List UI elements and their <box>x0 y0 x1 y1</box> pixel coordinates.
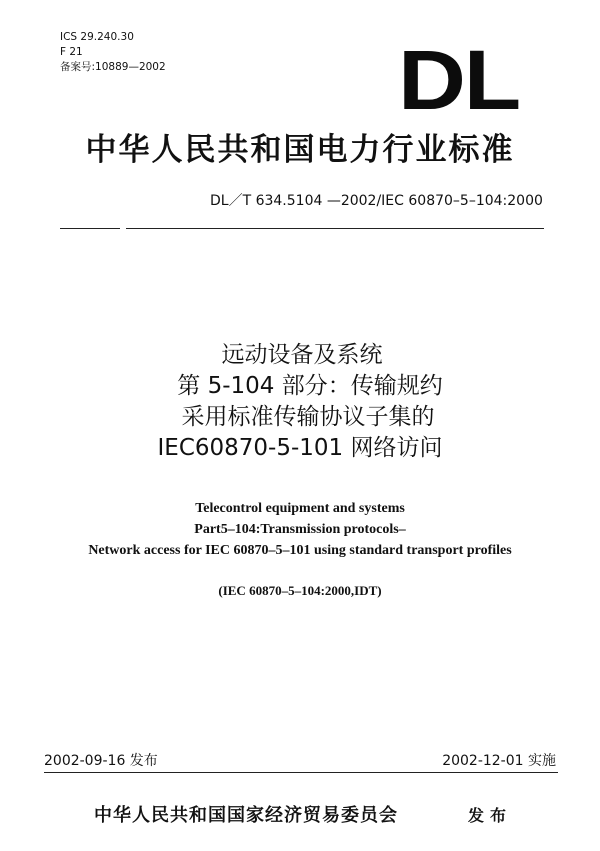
effective-date: 2002-12-01 实施 <box>442 753 556 769</box>
issue-date: 2002-09-16 发布 <box>44 753 158 769</box>
chinese-title-line-2: 第 5-104 部分：传输规约 <box>177 373 443 399</box>
chinese-title-line-3: 采用标准传输协议子集的 <box>181 404 435 430</box>
dl-logo: DL <box>398 33 519 127</box>
category-code: F 21 <box>60 46 83 58</box>
english-title-line-2: Part5–104:Transmission protocols– <box>194 522 406 537</box>
issuer-name: 中华人民共和国国家经济贸易委员会 <box>94 805 398 826</box>
ics-code: ICS 29.240.30 <box>60 31 134 43</box>
issuer-action: 发布 <box>468 806 513 825</box>
chinese-title-line-1: 远动设备及系统 <box>221 342 383 368</box>
header-divider-gap <box>120 226 126 231</box>
footer-divider <box>44 772 558 773</box>
organization-title: 中华人民共和国电力行业标准 <box>85 132 515 168</box>
english-title <box>0 498 600 561</box>
standard-number: DL／T 634.5104 —2002/IEC 60870–5–104:2000 <box>210 193 543 209</box>
filing-number: 备案号:10889—2002 <box>60 61 166 73</box>
equivalence-note: (IEC 60870–5–104:2000,IDT) <box>218 583 382 598</box>
english-title-line-1: Telecontrol equipment and systems <box>195 501 405 516</box>
header-divider <box>60 228 544 229</box>
document-metadata <box>60 30 166 75</box>
english-title-line-3: Network access for IEC 60870–5–101 using standard transport profiles <box>88 543 512 558</box>
chinese-title <box>0 340 600 464</box>
chinese-title-line-4: IEC60870-5-101 网络访问 <box>157 435 443 461</box>
